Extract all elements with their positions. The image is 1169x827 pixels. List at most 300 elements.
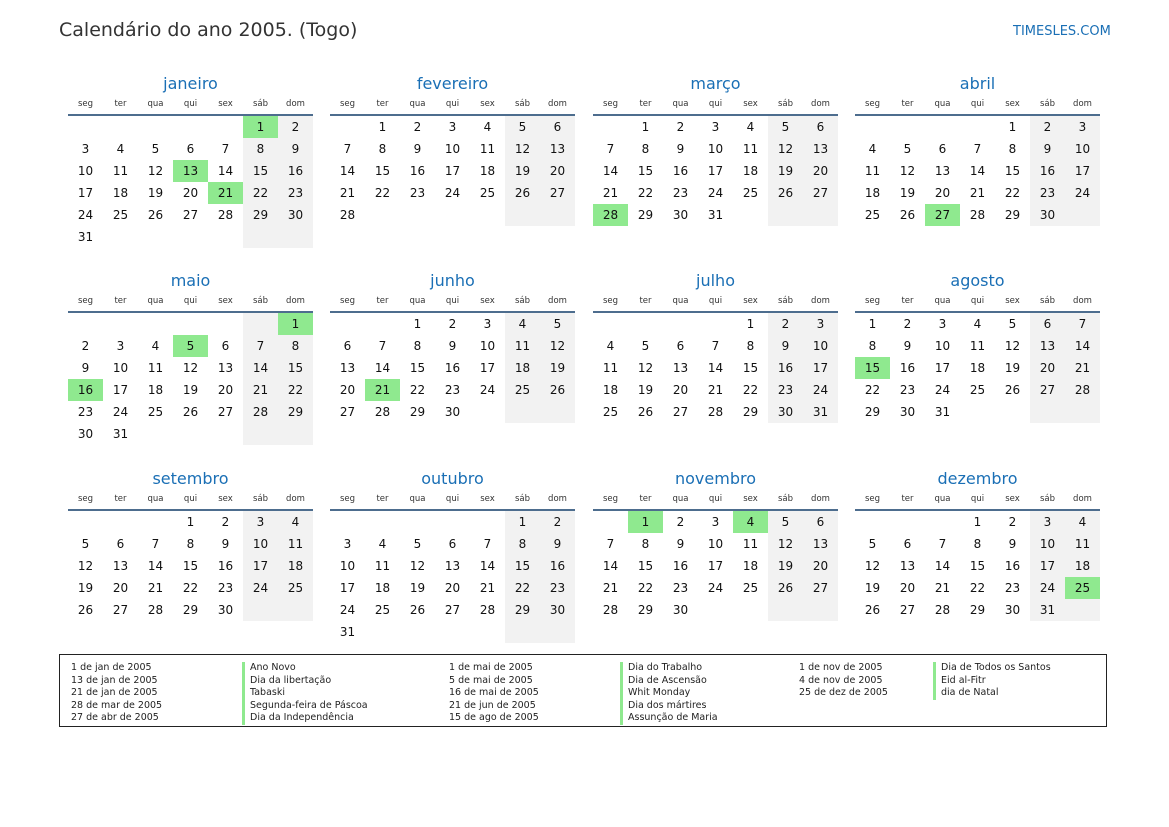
day-cell: 26 (899, 208, 916, 222)
empty-cell (540, 401, 575, 423)
day-cell: 19 (768, 160, 803, 182)
month-name: novembro (675, 469, 756, 488)
day-cell: 26 (864, 603, 881, 617)
day-cell: 19 (540, 357, 575, 379)
day-cell: 19 (899, 186, 916, 200)
day-cell: 11 (112, 164, 129, 178)
day-cell: 22 (742, 383, 759, 397)
day-cell: 9 (413, 142, 422, 156)
day-cell: 14 (217, 164, 234, 178)
weekday-label: sáb (777, 494, 794, 504)
empty-cell (1065, 599, 1100, 621)
empty-cell (243, 599, 278, 621)
empty-cell (925, 511, 960, 533)
legend-date: 5 de mai de 2005 (449, 674, 533, 686)
empty-cell (890, 511, 925, 533)
empty-cell (470, 511, 505, 533)
legend-holiday-name: Whit Monday (620, 687, 718, 700)
day-cell: 20 (803, 160, 838, 182)
weekday-label: seg (602, 494, 619, 504)
day-cell: 4 (116, 142, 125, 156)
day-cell: 2 (1008, 515, 1017, 529)
day-grid (68, 116, 313, 248)
day-cell: 17 (1065, 160, 1100, 182)
day-cell: 30 (899, 405, 916, 419)
day-cell: 11 (147, 361, 164, 375)
day-cell: 21 (339, 186, 356, 200)
day-cell: 14 (147, 559, 164, 573)
weekday-label: dom (1073, 494, 1092, 504)
day-cell: 6 (1030, 313, 1065, 335)
day-cell: 3 (1030, 511, 1065, 533)
day-cell: 18 (112, 186, 129, 200)
day-cell: 2 (413, 120, 422, 134)
day-cell: 28 (934, 603, 951, 617)
weekday-label: dom (548, 296, 567, 306)
day-grid (855, 313, 1100, 423)
day-cell: 30 (1004, 603, 1021, 617)
month-12 (855, 467, 1100, 621)
day-cell: 21 (147, 581, 164, 595)
empty-cell (138, 116, 173, 138)
weekday-label: ter (901, 494, 914, 504)
empty-cell (330, 116, 365, 138)
day-cell: 29 (243, 204, 278, 226)
day-cell: 3 (938, 317, 947, 331)
day-cell: 14 (707, 361, 724, 375)
holiday-day-cell: 5 (173, 335, 208, 357)
day-cell: 18 (278, 555, 313, 577)
day-cell: 29 (864, 405, 881, 419)
month-1 (68, 72, 313, 248)
empty-cell (208, 423, 243, 445)
weekday-label: seg (864, 296, 881, 306)
day-grid (68, 313, 313, 445)
day-cell: 14 (243, 357, 278, 379)
month-11 (593, 467, 838, 621)
day-cell: 23 (540, 577, 575, 599)
day-cell: 4 (278, 511, 313, 533)
weekday-label: qua (672, 494, 689, 504)
legend-holiday-name: Dia de Todos os Santos (933, 662, 1051, 675)
weekday-label: ter (376, 296, 389, 306)
day-cell: 23 (672, 581, 689, 595)
weekday-label: qua (672, 296, 689, 306)
weekday-header (68, 96, 313, 116)
empty-cell (400, 621, 435, 643)
empty-cell (365, 313, 400, 335)
holiday-day-cell: 13 (173, 160, 208, 182)
day-cell: 26 (77, 603, 94, 617)
day-cell: 7 (151, 537, 160, 551)
empty-cell (103, 226, 138, 248)
empty-cell (435, 621, 470, 643)
holiday-day-cell: 15 (855, 357, 890, 379)
day-cell: 25 (505, 379, 540, 401)
day-cell: 13 (540, 138, 575, 160)
day-cell: 15 (409, 361, 426, 375)
legend-names-column-3 (933, 662, 1051, 700)
day-cell: 29 (969, 603, 986, 617)
weekday-label: ter (901, 99, 914, 109)
legend-date: 15 de ago de 2005 (449, 712, 539, 723)
day-cell: 2 (1030, 116, 1065, 138)
empty-cell (278, 423, 313, 445)
brand-link[interactable]: TIMESLES.COM (1013, 24, 1111, 39)
weekday-label: qui (970, 296, 985, 306)
holiday-day-cell: 1 (278, 313, 313, 335)
day-cell: 22 (969, 581, 986, 595)
day-cell: 19 (147, 186, 164, 200)
weekday-label: qua (409, 494, 426, 504)
weekday-label: sex (1005, 99, 1020, 109)
day-cell: 7 (483, 537, 492, 551)
day-cell: 12 (540, 335, 575, 357)
day-cell: 20 (444, 581, 461, 595)
weekday-label: dom (1073, 296, 1092, 306)
empty-cell (768, 204, 803, 226)
day-cell: 23 (1004, 581, 1021, 595)
weekday-label: sáb (777, 99, 794, 109)
day-cell: 8 (186, 537, 195, 551)
empty-cell (208, 313, 243, 335)
day-grid (593, 511, 838, 621)
holiday-day-cell: 21 (365, 379, 400, 401)
weekday-label: qui (708, 494, 723, 504)
day-cell: 1 (973, 515, 982, 529)
day-cell: 6 (186, 142, 195, 156)
day-cell: 16 (278, 160, 313, 182)
day-cell: 11 (742, 537, 759, 551)
day-cell: 13 (217, 361, 234, 375)
month-name: outubro (421, 469, 484, 488)
day-cell: 19 (182, 383, 199, 397)
day-cell: 22 (374, 186, 391, 200)
empty-cell (138, 511, 173, 533)
day-cell: 8 (243, 138, 278, 160)
weekday-label: sáb (1039, 99, 1056, 109)
weekday-label: qua (147, 494, 164, 504)
day-cell: 15 (505, 555, 540, 577)
day-cell: 20 (672, 383, 689, 397)
day-cell: 28 (969, 208, 986, 222)
weekday-label: ter (639, 296, 652, 306)
empty-cell (768, 599, 803, 621)
day-cell: 21 (1065, 357, 1100, 379)
day-cell: 25 (742, 186, 759, 200)
day-cell: 17 (243, 555, 278, 577)
day-cell: 31 (803, 401, 838, 423)
day-cell: 23 (444, 383, 461, 397)
weekday-label: qui (970, 99, 985, 109)
legend-date: 27 de abr de 2005 (71, 712, 159, 723)
day-cell: 29 (409, 405, 426, 419)
day-cell: 20 (217, 383, 234, 397)
legend-dates-column-1 (71, 662, 162, 725)
day-cell: 5 (505, 116, 540, 138)
day-cell: 20 (112, 581, 129, 595)
day-cell: 5 (903, 142, 912, 156)
day-cell: 30 (444, 405, 461, 419)
day-cell: 11 (1065, 533, 1100, 555)
day-cell: 26 (147, 208, 164, 222)
weekday-label: ter (901, 296, 914, 306)
day-cell: 5 (81, 537, 90, 551)
day-cell: 12 (147, 164, 164, 178)
day-cell: 3 (116, 339, 125, 353)
day-cell: 16 (217, 559, 234, 573)
legend-date: 21 de jun de 2005 (449, 699, 536, 711)
month-name: maio (170, 271, 211, 290)
legend-holiday-name: Dia da libertação (242, 675, 368, 688)
day-cell: 17 (444, 164, 461, 178)
day-cell: 18 (1065, 555, 1100, 577)
day-cell: 12 (182, 361, 199, 375)
month-name: dezembro (937, 469, 1018, 488)
day-cell: 13 (803, 138, 838, 160)
empty-cell (138, 423, 173, 445)
day-cell: 2 (278, 116, 313, 138)
weekday-label: sáb (514, 296, 531, 306)
day-cell: 21 (934, 581, 951, 595)
day-cell: 6 (448, 537, 457, 551)
holiday-legend (59, 654, 1107, 727)
holiday-day-cell: 16 (68, 379, 103, 401)
empty-cell (1065, 204, 1100, 226)
day-cell: 28 (339, 208, 356, 222)
weekday-label: dom (811, 494, 830, 504)
month-9 (68, 467, 313, 621)
weekday-label: qui (445, 494, 460, 504)
day-cell: 25 (147, 405, 164, 419)
legend-dates-column-3 (799, 662, 888, 700)
day-cell: 19 (1004, 361, 1021, 375)
day-cell: 22 (637, 186, 654, 200)
empty-cell (400, 204, 435, 226)
empty-cell (103, 511, 138, 533)
day-cell: 11 (602, 361, 619, 375)
day-cell: 17 (707, 559, 724, 573)
day-cell: 7 (1065, 313, 1100, 335)
day-cell: 10 (707, 142, 724, 156)
day-cell: 27 (1030, 379, 1065, 401)
weekday-label: sáb (252, 296, 269, 306)
day-cell: 27 (899, 603, 916, 617)
day-cell: 12 (1004, 339, 1021, 353)
day-cell: 17 (934, 361, 951, 375)
day-cell: 7 (938, 537, 947, 551)
legend-date: 16 de mai de 2005 (449, 687, 539, 698)
day-cell: 27 (217, 405, 234, 419)
day-grid (68, 511, 313, 621)
empty-cell (103, 116, 138, 138)
day-cell: 10 (934, 339, 951, 353)
day-cell: 24 (243, 577, 278, 599)
day-cell: 4 (378, 537, 387, 551)
month-name: abril (959, 74, 996, 93)
weekday-label: qui (708, 99, 723, 109)
day-cell: 16 (672, 164, 689, 178)
weekday-label: seg (339, 296, 356, 306)
empty-cell (68, 313, 103, 335)
weekday-label: sex (480, 494, 495, 504)
day-cell: 14 (374, 361, 391, 375)
day-cell: 12 (768, 138, 803, 160)
day-cell: 25 (742, 581, 759, 595)
day-cell: 1 (641, 120, 650, 134)
legend-names-column-2 (620, 662, 718, 725)
day-cell: 23 (278, 182, 313, 204)
day-cell: 24 (707, 581, 724, 595)
legend-date: 25 de dez de 2005 (799, 687, 888, 698)
empty-cell (435, 511, 470, 533)
day-cell: 10 (77, 164, 94, 178)
day-cell: 9 (448, 339, 457, 353)
day-cell: 9 (768, 335, 803, 357)
weekday-header (855, 96, 1100, 116)
legend-date: 1 de nov de 2005 (799, 662, 883, 673)
day-cell: 24 (934, 383, 951, 397)
empty-cell (698, 599, 733, 621)
day-cell: 4 (606, 339, 615, 353)
weekday-label: sex (1005, 296, 1020, 306)
day-cell: 28 (217, 208, 234, 222)
legend-holiday-name: Eid al-Fitr (933, 675, 1051, 688)
day-cell: 9 (676, 142, 685, 156)
day-cell: 10 (707, 537, 724, 551)
day-cell: 20 (934, 186, 951, 200)
day-cell: 8 (1008, 142, 1017, 156)
legend-date: 1 de jan de 2005 (71, 662, 152, 673)
empty-cell (138, 313, 173, 335)
day-cell: 22 (505, 577, 540, 599)
day-cell: 26 (409, 603, 426, 617)
weekday-label: sex (480, 296, 495, 306)
empty-cell (1030, 401, 1065, 423)
day-cell: 25 (602, 405, 619, 419)
weekday-label: seg (77, 296, 94, 306)
weekday-header (68, 491, 313, 511)
day-cell: 17 (77, 186, 94, 200)
day-cell: 26 (182, 405, 199, 419)
day-cell: 10 (444, 142, 461, 156)
day-cell: 12 (637, 361, 654, 375)
empty-cell (803, 204, 838, 226)
day-cell: 10 (1030, 533, 1065, 555)
day-cell: 9 (1008, 537, 1017, 551)
day-cell: 28 (707, 405, 724, 419)
day-cell: 16 (444, 361, 461, 375)
day-cell: 31 (707, 208, 724, 222)
day-cell: 5 (768, 116, 803, 138)
day-cell: 3 (448, 120, 457, 134)
day-cell: 15 (637, 164, 654, 178)
day-cell: 30 (768, 401, 803, 423)
weekday-label: dom (286, 99, 305, 109)
day-cell: 15 (742, 361, 759, 375)
day-cell: 26 (505, 182, 540, 204)
day-cell: 8 (413, 339, 422, 353)
day-cell: 4 (483, 120, 492, 134)
day-cell: 23 (672, 186, 689, 200)
empty-cell (890, 116, 925, 138)
empty-cell (243, 226, 278, 248)
empty-cell (540, 621, 575, 643)
legend-date: 4 de nov de 2005 (799, 674, 883, 686)
day-cell: 16 (899, 361, 916, 375)
day-cell: 30 (672, 208, 689, 222)
weekday-label: qua (147, 99, 164, 109)
weekday-label: sáb (514, 99, 531, 109)
day-cell: 2 (676, 120, 685, 134)
day-cell: 1 (378, 120, 387, 134)
day-cell: 26 (768, 182, 803, 204)
day-cell: 9 (278, 138, 313, 160)
day-cell: 14 (969, 164, 986, 178)
day-cell: 16 (1030, 160, 1065, 182)
empty-cell (593, 116, 628, 138)
day-cell: 9 (221, 537, 230, 551)
empty-cell (698, 313, 733, 335)
day-cell: 8 (973, 537, 982, 551)
day-cell: 21 (602, 186, 619, 200)
day-cell: 19 (768, 555, 803, 577)
month-name: julho (696, 271, 735, 290)
day-cell: 22 (409, 383, 426, 397)
weekday-label: qui (970, 494, 985, 504)
day-cell: 11 (479, 142, 496, 156)
weekday-label: ter (639, 494, 652, 504)
weekday-label: seg (864, 99, 881, 109)
weekday-label: dom (548, 99, 567, 109)
page-title: Calendário do ano 2005. (Togo) (59, 19, 358, 41)
day-cell: 23 (77, 405, 94, 419)
month-name: fevereiro (416, 74, 489, 93)
day-cell: 11 (374, 559, 391, 573)
holiday-day-cell: 27 (925, 204, 960, 226)
weekday-label: dom (811, 99, 830, 109)
empty-cell (803, 599, 838, 621)
weekday-label: seg (77, 494, 94, 504)
day-cell: 27 (339, 405, 356, 419)
weekday-label: sex (218, 296, 233, 306)
day-cell: 31 (1030, 599, 1065, 621)
day-cell: 28 (147, 603, 164, 617)
empty-cell (173, 423, 208, 445)
empty-cell (365, 621, 400, 643)
weekday-label: sex (743, 99, 758, 109)
day-cell: 6 (903, 537, 912, 551)
day-cell: 7 (711, 339, 720, 353)
day-cell: 11 (969, 339, 986, 353)
weekday-label: ter (114, 296, 127, 306)
month-2 (330, 72, 575, 226)
day-cell: 29 (278, 401, 313, 423)
day-cell: 2 (768, 313, 803, 335)
day-cell: 27 (672, 405, 689, 419)
empty-cell (470, 621, 505, 643)
day-cell: 18 (505, 357, 540, 379)
day-grid (855, 116, 1100, 226)
day-cell: 18 (479, 164, 496, 178)
month-name: março (690, 74, 741, 93)
day-cell: 23 (899, 383, 916, 397)
empty-cell (243, 423, 278, 445)
weekday-label: dom (286, 494, 305, 504)
day-cell: 17 (1030, 555, 1065, 577)
weekday-label: sáb (1039, 296, 1056, 306)
day-cell: 3 (1065, 116, 1100, 138)
